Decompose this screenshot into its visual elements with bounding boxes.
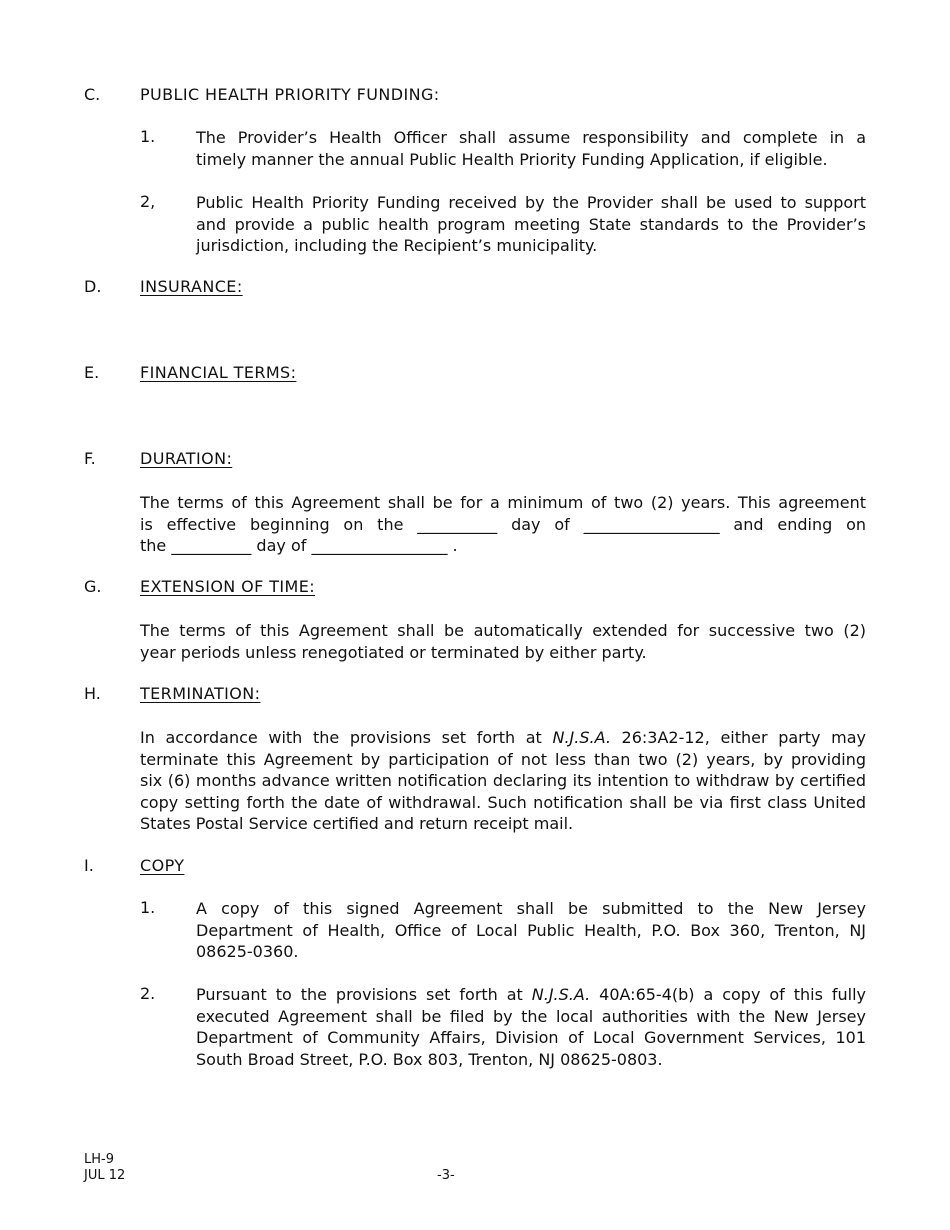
section-i-letter: I. [84, 856, 94, 875]
text-line: executed Agreement shall be filed by the local authorities with the New Jersey [196, 1006, 866, 1026]
section-i-title: COPY [140, 856, 185, 875]
section-c-item-1-text [196, 127, 866, 170]
text-line: 08625-0360. [196, 942, 299, 961]
section-f-letter: F. [84, 449, 96, 468]
section-f-title: DURATION: [140, 449, 233, 468]
form-number: LH-9 [84, 1152, 114, 1167]
text-line: Public Health Priority Funding received by the Provider shall be used to support [196, 193, 866, 212]
section-g-title: EXTENSION OF TIME: [140, 577, 316, 596]
page-number: -3- [437, 1168, 455, 1183]
text-line: Department of Health, Office of Local Public Health, P.O. Box 360, Trenton, NJ [196, 920, 866, 940]
section-d-title: INSURANCE: [140, 277, 243, 296]
section-c-letter: C. [84, 85, 101, 104]
section-f-paragraph [140, 492, 866, 557]
section-c-item-1-number: 1. [140, 127, 156, 146]
section-c-item-2-number: 2, [140, 192, 156, 211]
text-line: States Postal Service certified and return receipt mail. [140, 814, 574, 833]
section-g-letter: G. [84, 577, 102, 596]
statute-citation: N.J.S.A. [552, 728, 611, 747]
text-line: The Provider’s Health Officer shall assume responsibility and complete in a [196, 128, 866, 147]
form-date: JUL 12 [84, 1168, 126, 1183]
text-line: copy setting forth the date of withdrawal. Such notification shall be via first class United [140, 792, 866, 812]
statute-citation: N.J.S.A. [531, 985, 591, 1004]
section-i-item-2-number: 2. [140, 984, 156, 1003]
text-line [140, 727, 866, 749]
text-line: A copy of this signed Agreement shall be submitted to the New Jersey [196, 899, 866, 918]
text-line: terminate this Agreement by participation of not less than two (2) years, by providing [140, 749, 866, 769]
text-line: Department of Community Affairs, Division of Local Government Services, 101 [196, 1028, 866, 1047]
section-i-item-1-text [196, 898, 866, 963]
section-h-paragraph [140, 727, 866, 835]
section-i-item-2-text [196, 984, 866, 1070]
section-c-item-2-text [196, 192, 866, 257]
section-d-letter: D. [84, 277, 102, 296]
text-line: six (6) months advance written notification declaring its intention to withdraw by certified [140, 771, 866, 790]
text-fragment: 26:3A2-12, either party may [610, 728, 866, 747]
section-h-letter: H. [84, 684, 101, 703]
section-i-item-1-number: 1. [140, 898, 156, 917]
footer-form-id [84, 1152, 125, 1184]
text-line: The terms of this Agreement shall be automatically extended for successive two (2) [140, 621, 866, 640]
text-line: jurisdiction, including the Recipient’s municipality. [196, 236, 598, 255]
text-line [196, 984, 866, 1006]
text-line: is effective beginning on the __________ day of _________________ and ending on [140, 514, 866, 534]
text-line: The terms of this Agreement shall be for a minimum of two (2) years. This agreement [140, 493, 866, 512]
text-line: timely manner the annual Public Health Priority Funding Application, if eligible. [196, 149, 828, 169]
text-line: the __________ day of _________________ . [140, 536, 458, 555]
text-line: year periods unless renegotiated or terminated by either party. [140, 642, 647, 662]
text-fragment: 40A:65-4(b) a copy of this fully [590, 985, 867, 1004]
section-g-paragraph [140, 620, 866, 663]
section-h-title: TERMINATION: [140, 684, 261, 703]
text-line: and provide a public health program meeting State standards to the Provider’s [196, 214, 866, 234]
section-e-title: FINANCIAL TERMS: [140, 363, 297, 382]
section-e-letter: E. [84, 363, 100, 382]
text-line: South Broad Street, P.O. Box 803, Trenton, NJ 08625-0803. [196, 1049, 663, 1069]
text-fragment: Pursuant to the provisions set forth at [196, 985, 532, 1004]
section-c-title: PUBLIC HEALTH PRIORITY FUNDING: [140, 85, 440, 104]
text-fragment: In accordance with the provisions set forth at [140, 728, 553, 747]
